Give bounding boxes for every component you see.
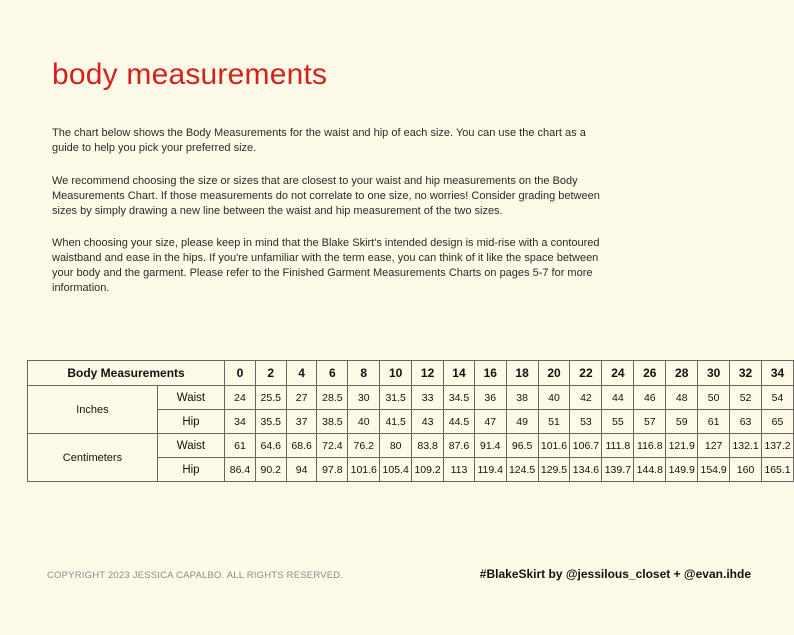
unit-group-label: Inches	[28, 386, 158, 434]
measurement-value-cell: 57	[634, 410, 666, 434]
size-header-cell: 2	[255, 361, 286, 386]
measurement-value-cell: 106.7	[570, 434, 602, 458]
measurement-value-cell: 27	[286, 386, 317, 410]
measurement-value-cell: 40	[348, 410, 380, 434]
size-header-cell: 14	[444, 361, 475, 386]
measurement-value-cell: 55	[602, 410, 634, 434]
copyright-notice: COPYRIGHT 2023 JESSICA CAPALBO. ALL RIGHTS RESERVED.	[47, 570, 344, 581]
size-header-cell: 10	[380, 361, 412, 386]
measurement-value-cell: 47	[474, 410, 506, 434]
measurement-value-cell: 109.2	[412, 458, 444, 482]
measurement-value-cell: 134.6	[570, 458, 602, 482]
measurement-value-cell: 61	[698, 410, 730, 434]
measurement-value-cell: 96.5	[506, 434, 538, 458]
measurement-value-cell: 113	[444, 458, 475, 482]
measurement-value-cell: 25.5	[255, 386, 286, 410]
measurement-value-cell: 90.2	[255, 458, 286, 482]
size-header-cell: 18	[506, 361, 538, 386]
measurement-label: Hip	[157, 410, 224, 434]
measurement-value-cell: 49	[506, 410, 538, 434]
size-header-cell: 28	[666, 361, 698, 386]
measurement-value-cell: 54	[762, 386, 794, 410]
measurement-value-cell: 59	[666, 410, 698, 434]
measurement-value-cell: 40	[538, 386, 570, 410]
measurement-value-cell: 37	[286, 410, 317, 434]
measurement-value-cell: 64.6	[255, 434, 286, 458]
measurement-value-cell: 139.7	[602, 458, 634, 482]
measurement-value-cell: 42	[570, 386, 602, 410]
size-header-cell: 30	[698, 361, 730, 386]
measurement-value-cell: 160	[730, 458, 762, 482]
measurement-value-cell: 50	[698, 386, 730, 410]
size-header-cell: 16	[474, 361, 506, 386]
size-header-cell: 6	[317, 361, 348, 386]
measurement-value-cell: 43	[412, 410, 444, 434]
size-header-cell: 4	[286, 361, 317, 386]
size-header-cell: 24	[602, 361, 634, 386]
measurement-value-cell: 83.8	[412, 434, 444, 458]
measurement-value-cell: 121.9	[666, 434, 698, 458]
table-row	[28, 434, 794, 458]
measurement-value-cell: 30	[348, 386, 380, 410]
measurement-value-cell: 111.8	[602, 434, 634, 458]
measurement-value-cell: 101.6	[348, 458, 380, 482]
measurement-value-cell: 44	[602, 386, 634, 410]
measurement-value-cell: 132.1	[730, 434, 762, 458]
measurement-value-cell: 51	[538, 410, 570, 434]
measurement-label: Waist	[157, 386, 224, 410]
unit-group-label: Centimeters	[28, 434, 158, 482]
body-measurements-table	[27, 360, 794, 482]
intro-paragraph: The chart below shows the Body Measurements for the waist and hip of each size. You can use the chart as a guide to help you pick your preferred size.	[52, 127, 586, 154]
measurement-value-cell: 68.6	[286, 434, 317, 458]
table-header-row	[28, 361, 794, 386]
measurement-value-cell: 137.2	[762, 434, 794, 458]
measurement-value-cell: 46	[634, 386, 666, 410]
measurement-value-cell: 129.5	[538, 458, 570, 482]
measurement-value-cell: 44.5	[444, 410, 475, 434]
measurement-value-cell: 36	[474, 386, 506, 410]
size-header-cell: 20	[538, 361, 570, 386]
size-header-cell: 34	[762, 361, 794, 386]
page-title: body measurements	[52, 58, 328, 91]
measurement-value-cell: 28.5	[317, 386, 348, 410]
measurement-value-cell: 63	[730, 410, 762, 434]
measurement-value-cell: 94	[286, 458, 317, 482]
measurement-value-cell: 53	[570, 410, 602, 434]
measurement-value-cell: 154.9	[698, 458, 730, 482]
size-header-cell: 8	[348, 361, 380, 386]
measurement-value-cell: 80	[380, 434, 412, 458]
measurement-value-cell: 144.8	[634, 458, 666, 482]
measurement-label: Hip	[157, 458, 224, 482]
measurement-value-cell: 35.5	[255, 410, 286, 434]
measurement-value-cell: 116.8	[634, 434, 666, 458]
recommendation-paragraph: We recommend choosing the size or sizes that are closest to your waist and hip measurements on the Body Measurements Chart. If those measurements do not correlate to one size, no worries! Consider grading between sizes by simply drawing a new line between the waist and hip measurement of the two sizes.	[52, 175, 600, 217]
measurement-value-cell: 76.2	[348, 434, 380, 458]
measurement-value-cell: 34	[225, 410, 256, 434]
measurement-value-cell: 119.4	[474, 458, 506, 482]
measurement-label: Waist	[157, 434, 224, 458]
size-header-cell: 32	[730, 361, 762, 386]
measurement-value-cell: 61	[225, 434, 256, 458]
measurement-value-cell: 101.6	[538, 434, 570, 458]
measurement-value-cell: 72.4	[317, 434, 348, 458]
size-header-cell: 22	[570, 361, 602, 386]
sizing-note-paragraph: When choosing your size, please keep in mind that the Blake Skirt's intended design is mid-rise with a contoured waistband and ease in the hips. If you're unfamiliar with the term ease, you can think of it like the space between your body and the garment. Please refer to the Finished Garment Measurements Charts on pages 5-7 for more information.	[52, 237, 600, 294]
measurement-value-cell: 86.4	[225, 458, 256, 482]
measurement-value-cell: 149.9	[666, 458, 698, 482]
measurement-value-cell: 127	[698, 434, 730, 458]
size-header-cell: 12	[412, 361, 444, 386]
size-header-cell: 0	[225, 361, 256, 386]
measurement-value-cell: 65	[762, 410, 794, 434]
measurement-value-cell: 124.5	[506, 458, 538, 482]
measurement-value-cell: 87.6	[444, 434, 475, 458]
measurement-value-cell: 38.5	[317, 410, 348, 434]
measurement-value-cell: 105.4	[380, 458, 412, 482]
measurement-value-cell: 34.5	[444, 386, 475, 410]
measurement-value-cell: 41.5	[380, 410, 412, 434]
size-header-cell: 26	[634, 361, 666, 386]
measurement-value-cell: 91.4	[474, 434, 506, 458]
header-label-cell: Body Measurements	[28, 361, 225, 386]
measurement-value-cell: 97.8	[317, 458, 348, 482]
measurement-value-cell: 33	[412, 386, 444, 410]
measurement-value-cell: 38	[506, 386, 538, 410]
measurement-value-cell: 165.1	[762, 458, 794, 482]
measurement-value-cell: 48	[666, 386, 698, 410]
credits-hashtag: #BlakeSkirt by @jessilous_closet + @evan.ihde	[479, 567, 751, 581]
measurement-value-cell: 52	[730, 386, 762, 410]
measurement-value-cell: 24	[225, 386, 256, 410]
table-row	[28, 386, 794, 410]
measurement-value-cell: 31.5	[380, 386, 412, 410]
